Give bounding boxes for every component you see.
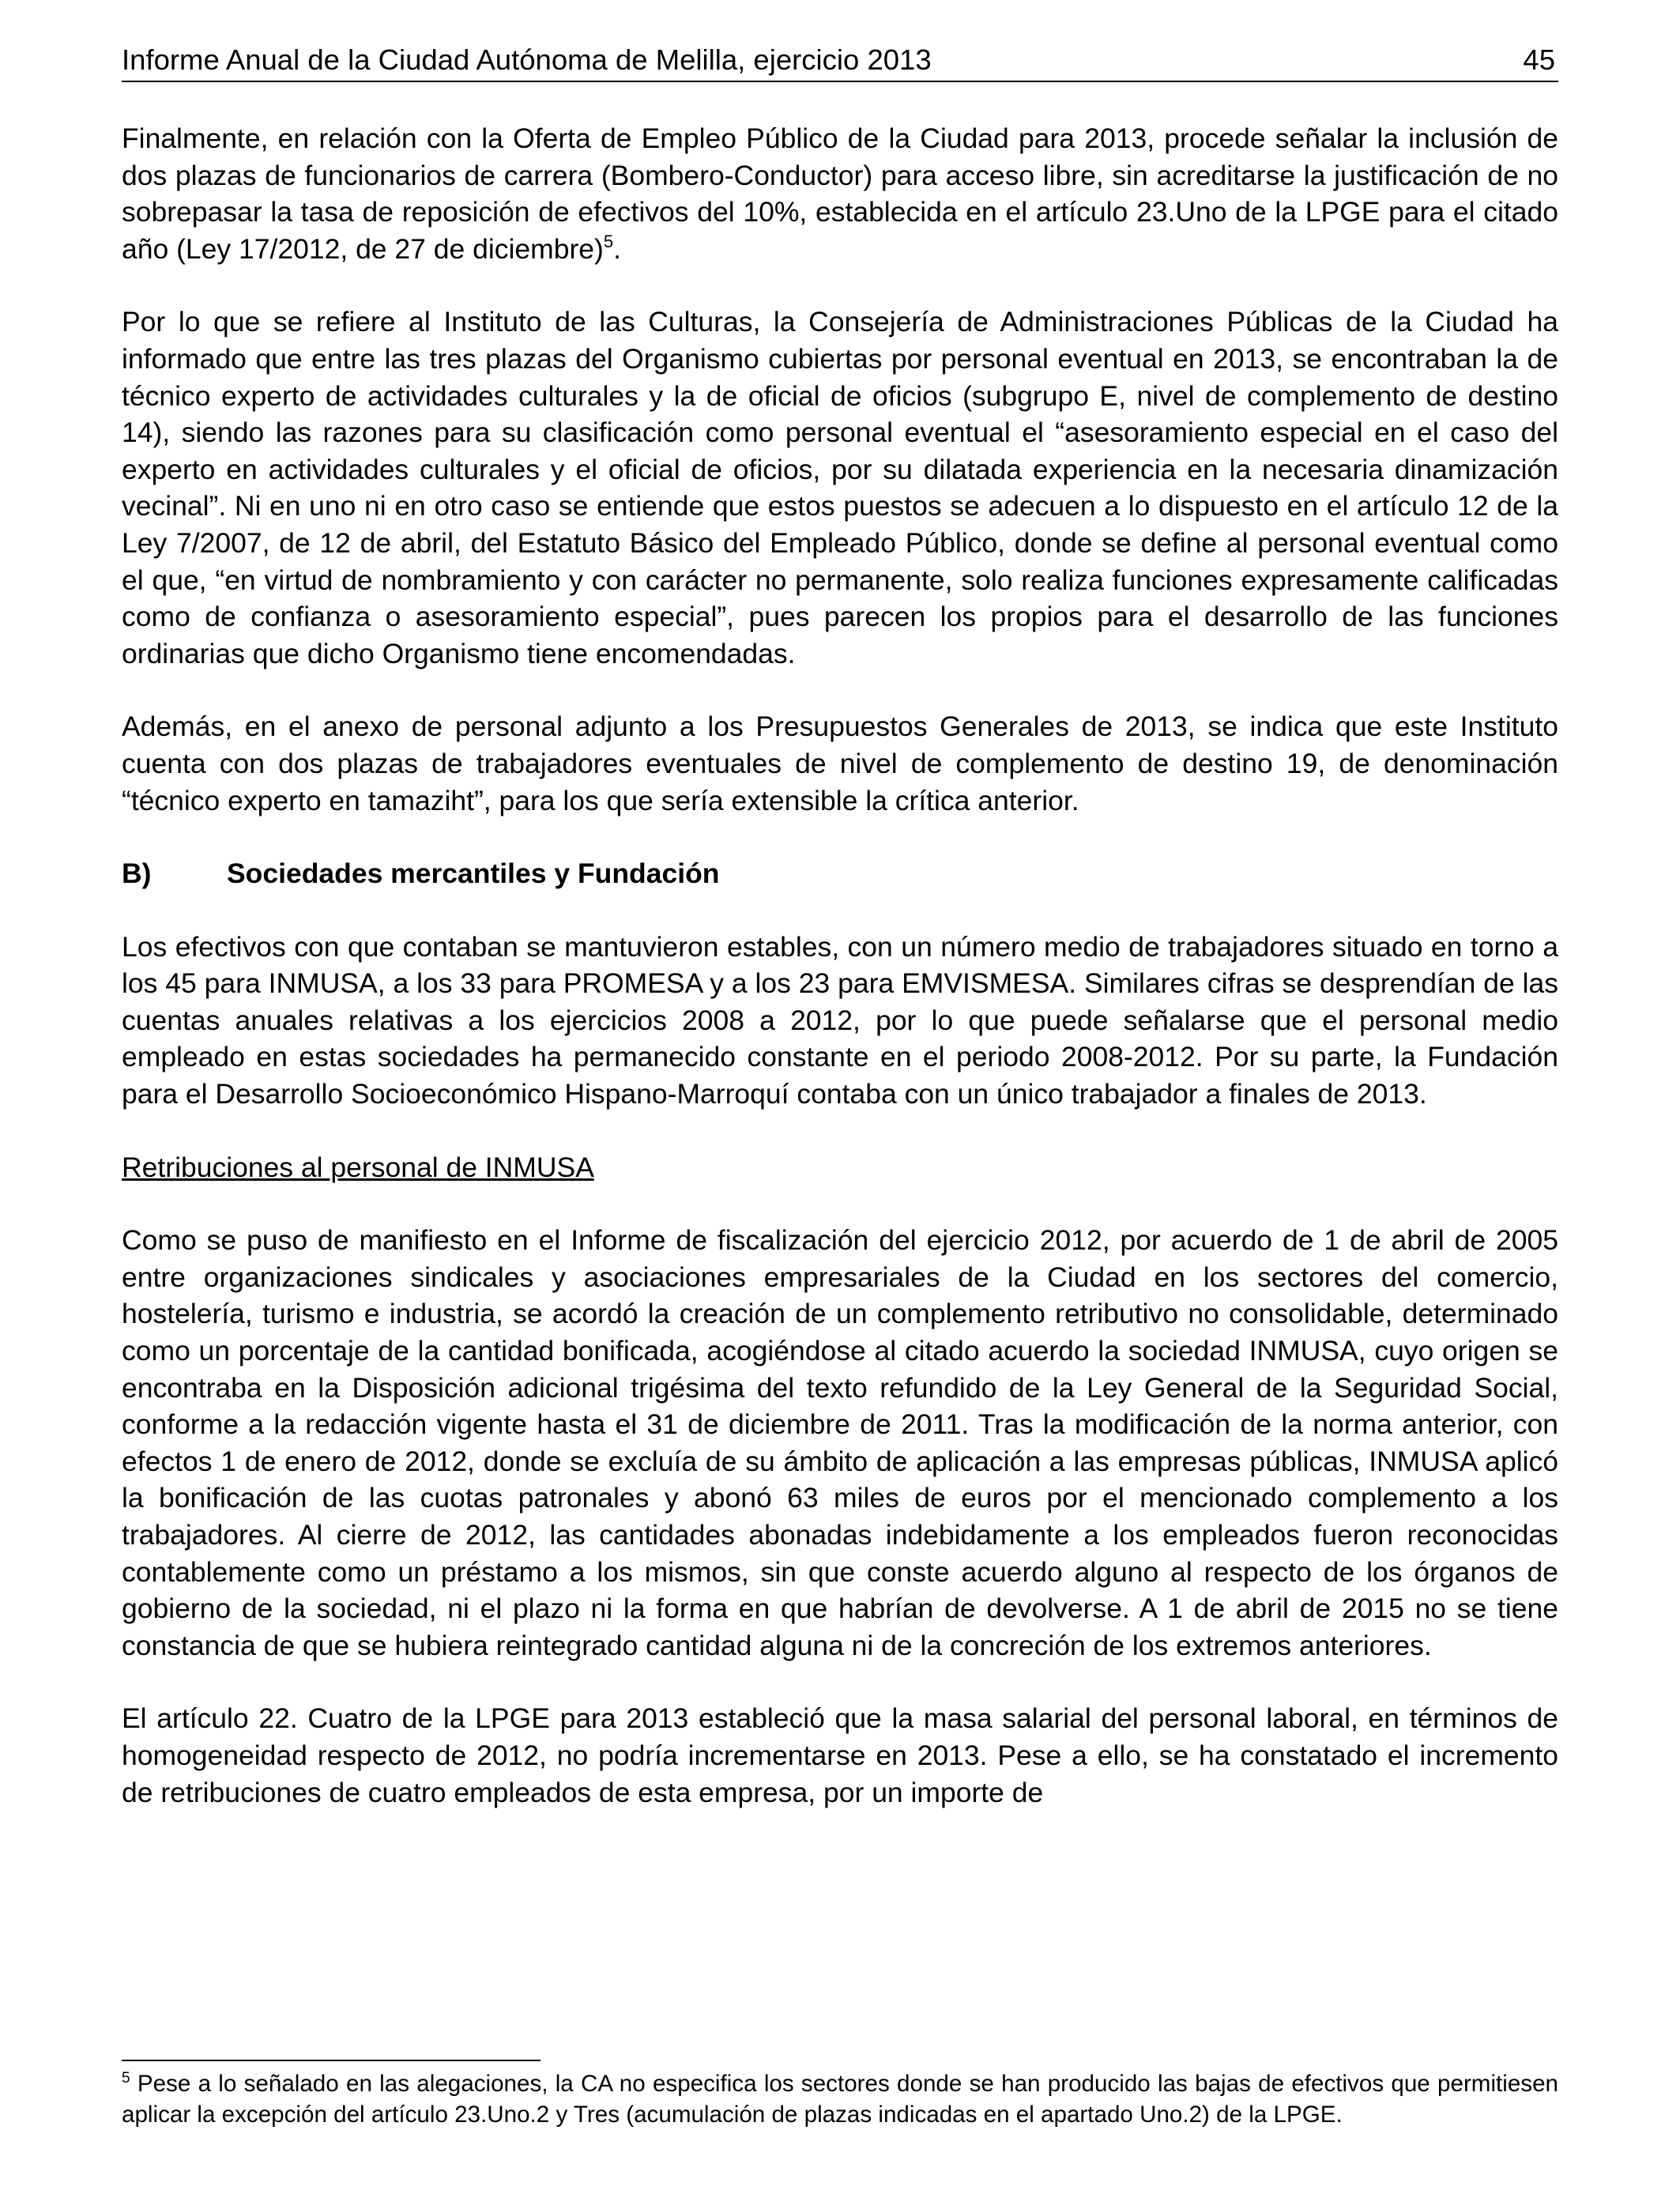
paragraph-complemento-retributivo: Como se puso de manifiesto en el Informe de fiscalización del ejercicio 2012, por acuerdo de 1 de abril de 2005 entre organizaciones sindicales y asociaciones empresariales de la Ciudad en los sectores del comercio, hostelería, turismo e industria, se acordó la creación de un complemento retributivo no consolidable, determinado como un porcentaje de la cantidad bonificada, acogiéndose al citado acuerdo la sociedad INMUSA, cuyo origen se encontraba en la Disposición adicional trigésima del texto refundido de la Ley General de la Seguridad Social, conforme a la redacción vigente hasta el 31 de diciembre de 2011. Tras la modificación de la norma anterior, con efectos 1 de enero de 2012, donde se excluía de su ámbito de aplicación a las empresas públicas, INMUSA aplicó la bonificación de las cuotas patronales y abonó 63 miles de euros por el mencionado complemento a los trabajadores. Al cierre de 2012, las cantidades abonadas indebidamente a los empleados fueron reconocidas contablemente como un préstamo a los mismos, sin que conste acuerdo alguno al respecto de los órganos de gobierno de la sociedad, ni el plazo ni la forma en que habrían de devolverse. A 1 de abril de 2015 no se tiene constancia de que se hubiera reintegrado cantidad alguna ni de la concreción de los extremos anteriores. [122, 1224, 1558, 1661]
paragraph-masa-salarial: El artículo 22. Cuatro de la LPGE para 2013 estableció que la masa salarial del personal laboral, en términos de homogeneidad respecto de 2012, no podría incrementarse en 2013. Pese a ello, se ha constatado el incremento de retribuciones de cuatro empleados de esta empresa, por un importe de [122, 1702, 1558, 1808]
footnote-marker: 5 [122, 2070, 130, 2087]
section-title: Sociedades mercantiles y Fundación [227, 858, 720, 890]
footnote-text: Pese a lo señalado en las alegaciones, la CA no especifica los sectores donde se han producido las bajas de efectivos que permitiesen aplicar la excepción del artículo 23.Uno.2 y Tres (acumulación de plazas indicadas en el apartado Uno.2) de la LPGE. [122, 2071, 1558, 2128]
footnote-separator [122, 2060, 541, 2061]
paragraph-oferta-empleo [122, 120, 1558, 267]
section-heading [122, 855, 1558, 892]
page-number: 45 [1523, 43, 1555, 76]
section-letter: B) [122, 858, 152, 890]
footnote-reference[interactable]: 5 [603, 231, 614, 251]
paragraph-end: . [613, 232, 621, 265]
footnote [122, 2069, 1558, 2130]
paragraph-instituto-culturas: Por lo que se refiere al Instituto de las Culturas, la Consejería de Administraciones Públicas de la Ciudad ha informado que entre las tres plazas del Organismo cubiertas por personal eventual en 2013, se encontraban la de técnico experto de actividades culturales y la de oficial de oficios (subgrupo E, nivel de complemento de destino 14), siendo las razones para su clasificación como personal eventual el “asesoramiento especial en el caso del experto en actividades culturales y el oficial de oficios, por su dilatada experiencia en la necesaria dinamización vecinal”. Ni en uno ni en otro caso se entiende que estos puestos se adecuen a lo dispuesto en el artículo 12 de la Ley 7/2007, de 12 de abril, del Estatuto Básico del Empleado Público, donde se define al personal eventual como el que, “en virtud de nombramiento y con carácter no permanente, solo realiza funciones expresamente calificadas como de confianza o asesoramiento especial”, pues parecen los propios para el desarrollo de las funciones ordinarias que dicho Organismo tiene encomendadas. [122, 306, 1558, 669]
subheading-retribuciones: Retribuciones al personal de INMUSA [122, 1151, 594, 1183]
body-text [122, 120, 1558, 1847]
paragraph-efectivos: Los efectivos con que contaban se mantuvieron estables, con un número medio de trabajadores situado en torno a los 45 para INMUSA, a los 33 para PROMESA y a los 23 para EMVISMESA. Similares cifras se desprendían de las cuentas anuales relativas a los ejercicios 2008 a 2012, por lo que puede señalarse que el personal medio empleado en estas sociedades ha permanecido constante en el periodo 2008-2012. Por su parte, la Fundación para el Desarrollo Socioeconómico Hispano-Marroquí contaba con un único trabajador a finales de 2013. [122, 930, 1558, 1110]
report-title: Informe Anual de la Ciudad Autónoma de Melilla, ejercicio 2013 [122, 43, 932, 76]
running-header [122, 40, 1558, 82]
paragraph-anexo-personal: Además, en el anexo de personal adjunto a los Presupuestos Generales de 2013, se indica que este Instituto cuenta con dos plazas de trabajadores eventuales de nivel de complemento de destino 19, de denominación “técnico experto en tamaziht”, para los que sería extensible la crítica anterior. [122, 711, 1558, 816]
document-page [122, 0, 1558, 2194]
paragraph-text: Finalmente, en relación con la Oferta de Empleo Público de la Ciudad para 2013, procede señalar la inclusión de dos plazas de funcionarios de carrera (Bombero-Conductor) para acceso libre, sin acreditarse la justificación de no sobrepasar la tasa de reposición de efectivos del 10%, establecida en el artículo 23.Uno de la LPGE para el citado año (Ley 17/2012, de 27 de diciembre) [122, 123, 1558, 265]
